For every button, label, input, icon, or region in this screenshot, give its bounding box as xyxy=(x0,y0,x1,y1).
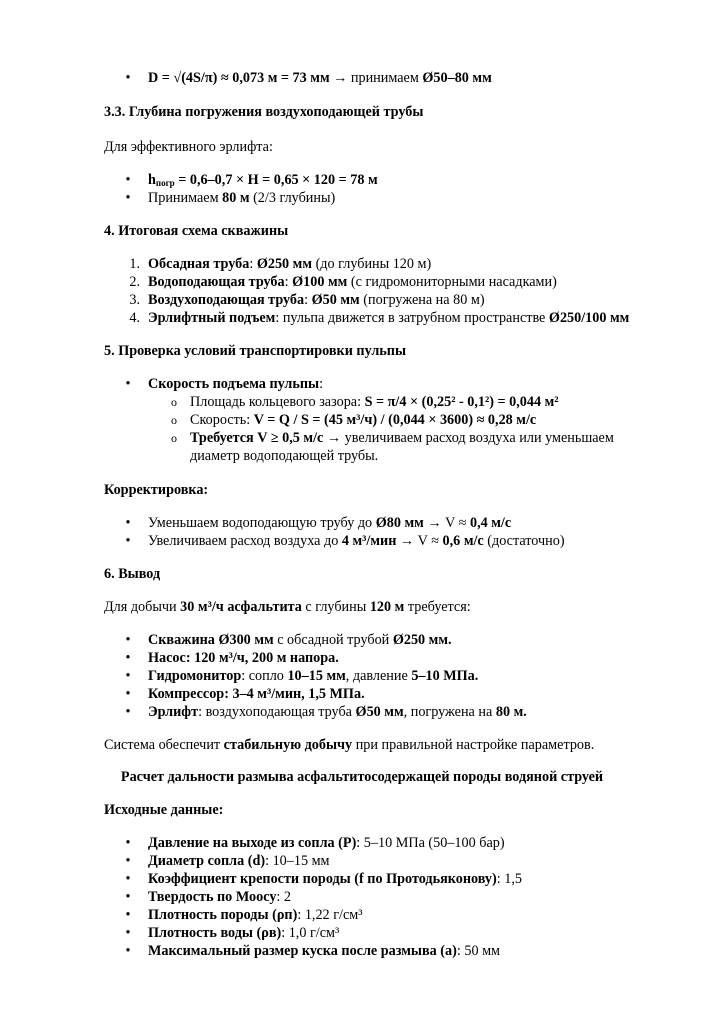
text: , давление xyxy=(345,668,412,684)
text-bold: Плотность породы (ρп) xyxy=(148,907,298,923)
text: : 5–10 МПа (50–100 бар) xyxy=(356,835,505,851)
text-bold: Воздухоподающая труба xyxy=(148,292,305,308)
bullet-dot: • xyxy=(125,853,131,869)
text-bold: 120 м xyxy=(369,599,405,615)
depth-formula-rest: = 0,6–0,7 × H = 0,65 × 120 = 78 м xyxy=(174,172,378,188)
text-bold: S = π/4 × (0,25² - 0,1²) = 0,044 м² xyxy=(364,394,559,410)
formula-rest: → принимаем xyxy=(329,70,423,86)
text-bold: Компрессор xyxy=(148,686,225,702)
text: Скорость: xyxy=(190,412,254,428)
text: : xyxy=(284,274,293,290)
text-bold: 80 м xyxy=(495,704,524,720)
list-item xyxy=(148,668,478,685)
text: . xyxy=(474,668,479,684)
text-bold: Скважина Ø300 мм xyxy=(148,632,274,648)
text: Увеличиваем расход воздуха до xyxy=(148,533,342,549)
text: с глубины xyxy=(301,599,370,615)
text: при правильной настройке параметров. xyxy=(352,737,595,753)
bullet-dot: • xyxy=(125,190,131,206)
bullet-dot: • xyxy=(125,376,131,392)
text-bold: Давление на выходе из сопла (P) xyxy=(148,835,357,851)
text: . xyxy=(335,650,339,666)
text-bold: Ø100 мм xyxy=(292,274,348,290)
text-bold: Обсадная труба xyxy=(148,256,250,272)
sub-list-item xyxy=(190,430,614,447)
text-bold: Гидромонитор xyxy=(148,668,242,684)
list-item xyxy=(148,925,339,942)
list-number: 3. xyxy=(129,292,140,308)
text: (достаточно) xyxy=(483,533,565,549)
conclusion-summary xyxy=(104,737,594,754)
formula-text: D = √(4S/π) ≈ 0,073 м = 73 мм xyxy=(148,70,330,86)
list-item xyxy=(148,686,365,703)
text: Принимаем xyxy=(148,190,223,206)
bullet-dot: • xyxy=(125,889,131,905)
text-bold: Диаметр сопла (d) xyxy=(148,853,266,869)
list-number: 1. xyxy=(129,256,140,272)
section-intro: Для эффективного эрлифта: xyxy=(104,139,273,155)
list-item xyxy=(148,376,323,393)
text-bold: 10–15 мм xyxy=(287,668,346,684)
sub-list-item xyxy=(190,394,559,411)
text-bold: Эрлифт xyxy=(148,704,199,720)
text-bold: 3–4 м³/мин, 1,5 МПа xyxy=(232,686,362,702)
text: → V ≈ xyxy=(423,515,470,531)
list-item xyxy=(148,853,330,870)
formula-result: Ø50–80 мм xyxy=(422,70,492,86)
list-item xyxy=(148,835,505,852)
text: → V ≈ xyxy=(396,533,443,549)
text: : xyxy=(319,376,324,392)
depth-formula xyxy=(148,172,378,189)
bullet-dot: • xyxy=(125,515,131,531)
text-bold: Плотность воды (ρв) xyxy=(148,925,282,941)
bullet-dot: • xyxy=(125,668,131,684)
bullet-dot: • xyxy=(125,533,131,549)
bullet-dot: • xyxy=(125,172,131,188)
text: → увеличиваем расход воздуха или уменьшаем xyxy=(323,430,614,446)
text-bold: Насос xyxy=(148,650,186,666)
text-bold: Ø50 мм xyxy=(355,704,404,720)
bullet-dot: • xyxy=(125,925,131,941)
text-bold: 120 м³/ч, 200 м напора xyxy=(194,650,336,666)
text: Площадь кольцевого зазора: xyxy=(190,394,365,410)
depth-accepted xyxy=(148,190,335,207)
list-item xyxy=(148,274,557,291)
text-bold: 0,4 м/с xyxy=(469,515,512,531)
initial-data-heading: Исходные данные: xyxy=(104,802,224,818)
bullet-dot: • xyxy=(125,907,131,923)
list-item xyxy=(148,943,500,960)
text: Система обеспечит xyxy=(104,737,224,753)
bullet-dot: • xyxy=(125,632,131,648)
section-heading-4: 4. Итоговая схема скважины xyxy=(104,223,289,239)
correction-heading: Корректировка: xyxy=(104,482,209,498)
text: : пульпа движется в затрубном пространстве xyxy=(275,310,549,326)
list-number: 2. xyxy=(129,274,140,290)
h-symbol: h xyxy=(148,172,156,188)
text-bold: Ø50 мм xyxy=(311,292,360,308)
text-bold: 5–10 МПа xyxy=(411,668,475,684)
section-heading-3-3: 3.3. Глубина погружения воздухоподающей трубы xyxy=(104,104,424,120)
list-item xyxy=(148,907,362,924)
text: (2/3 глубины) xyxy=(249,190,336,206)
text-bold: Ø80 мм xyxy=(375,515,424,531)
text-bold: Ø250 мм xyxy=(392,632,449,648)
list-item xyxy=(148,871,522,888)
formula-line xyxy=(148,70,492,87)
bullet-dot: • xyxy=(125,686,131,702)
text: : 1,0 г/см³ xyxy=(281,925,340,941)
text: требуется: xyxy=(404,599,471,615)
list-item xyxy=(148,889,291,906)
bullet-dot: • xyxy=(125,835,131,851)
text-bold: Максимальный размер куска после размыва (а) xyxy=(148,943,457,959)
bullet-dot: • xyxy=(125,650,131,666)
bullet-dot: • xyxy=(125,943,131,959)
text: , погружена на xyxy=(403,704,496,720)
section-heading-5: 5. Проверка условий транспортировки пульпы xyxy=(104,343,407,359)
text: . xyxy=(523,704,527,720)
list-item xyxy=(148,533,565,550)
text: : xyxy=(249,256,257,272)
text: (погружена на 80 м) xyxy=(359,292,485,308)
h-subscript: погр xyxy=(155,178,175,188)
calc-title: Расчет дальности размыва асфальтитосодержащей породы водяной струей xyxy=(120,769,604,785)
text: : 2 xyxy=(276,889,292,905)
bullet-dot: • xyxy=(125,70,131,86)
text: : сопло xyxy=(241,668,288,684)
bullet-dot: • xyxy=(125,871,131,887)
list-item xyxy=(148,310,629,327)
sub-list-item-continuation: диаметр водоподающей трубы. xyxy=(190,448,379,464)
text-bold: Ø250/100 мм xyxy=(548,310,630,326)
text-bold: 0,6 м/с xyxy=(442,533,484,549)
bullet-dot: • xyxy=(125,704,131,720)
conclusion-intro xyxy=(104,599,471,616)
sub-list-item xyxy=(190,412,536,429)
text: . xyxy=(361,686,365,702)
text-bold: Эрлифтный подъем xyxy=(148,310,276,326)
text-bold: 4 м³/мин xyxy=(341,533,397,549)
text: (с гидромониторными насадками) xyxy=(347,274,557,290)
list-number: 4. xyxy=(129,310,140,326)
list-item xyxy=(148,292,485,309)
text: (до глубины 120 м) xyxy=(312,256,432,272)
list-item xyxy=(148,632,452,649)
text-bold: Коэффициент крепости породы (f по Протодьяконову) xyxy=(148,871,497,887)
list-item xyxy=(148,650,339,667)
text: : 50 мм xyxy=(456,943,501,959)
text-bold: Водоподающая труба xyxy=(148,274,285,290)
section-heading-6: 6. Вывод xyxy=(104,566,161,582)
list-item xyxy=(148,515,511,532)
text: . xyxy=(448,632,452,648)
sub-bullet-circle: o xyxy=(171,413,177,427)
text-bold: Твердость по Моосу xyxy=(148,889,277,905)
text: : xyxy=(304,292,312,308)
text: : 10–15 мм xyxy=(265,853,330,869)
text-bold: V = Q / S = (45 м³/ч) / (0,044 × 3600) ≈ 0,28 м/с xyxy=(253,412,537,428)
text-bold: стабильную добычу xyxy=(223,737,353,753)
text-bold: Требуется V ≥ 0,5 м/с xyxy=(190,430,324,446)
text: : воздухоподающая труба xyxy=(198,704,356,720)
text-bold: Ø250 мм xyxy=(256,256,313,272)
text: : 1,22 г/см³ xyxy=(297,907,363,923)
text: : 1,5 xyxy=(496,871,522,887)
text: : xyxy=(224,686,233,702)
text-bold: 30 м³/ч асфальтита xyxy=(180,599,302,615)
text: Для добычи xyxy=(104,599,181,615)
text-bold: Скорость подъема пульпы xyxy=(148,376,320,392)
text: : xyxy=(185,650,195,666)
list-item xyxy=(148,704,527,721)
text: Уменьшаем водоподающую трубу до xyxy=(148,515,376,531)
list-item xyxy=(148,256,431,273)
sub-bullet-circle: o xyxy=(171,431,177,445)
text: с обсадной трубой xyxy=(273,632,393,648)
sub-bullet-circle: o xyxy=(171,395,177,409)
text-bold: 80 м xyxy=(222,190,250,206)
